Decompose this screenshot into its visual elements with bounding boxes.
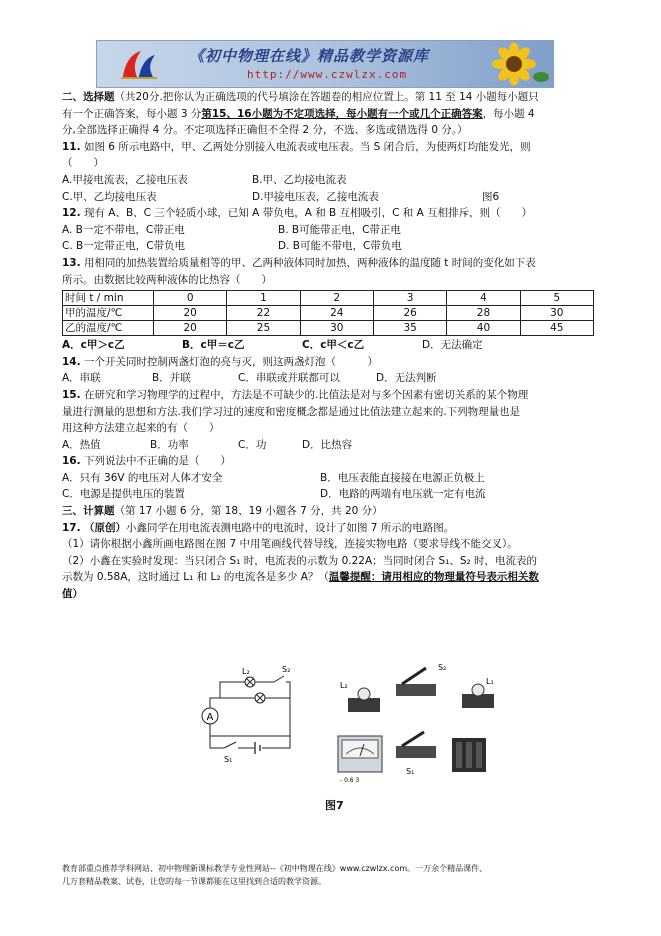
table-cell: 4 — [447, 291, 520, 306]
q14-options — [62, 370, 602, 387]
section3-intro: 三、计算题（第 17 小题 6 分，第 18、19 小题各 7 分，共 20 分） — [62, 505, 383, 518]
temperature-table — [62, 290, 594, 336]
figure-7-circuit — [190, 658, 520, 808]
table-cell: 25 — [227, 321, 300, 336]
section2-intro-line3: 分,全部选择正确得 4 分。不定项选择正确但不全得 2 分，不选、多选或错选得 0 分。） — [62, 124, 468, 137]
table-cell: 35 — [373, 321, 446, 336]
q13-option-a: A．c甲＞c乙 — [62, 339, 125, 352]
q12-option-d: D. B可能不带电，C带负电 — [278, 240, 402, 253]
sunflower-icon — [479, 43, 549, 85]
svg-text:L₂: L₂ — [340, 681, 348, 690]
q15-option-b: B．功率 — [150, 438, 189, 451]
q13-option-b: B．c甲＝c乙 — [182, 339, 245, 352]
q16-stem: 16. 下列说法中不正确的是（ ） — [62, 455, 231, 468]
q15-stem-line2: 量进行测量的思想和方法.我们学习过的速度和密度概念都是通过比值法建立起来的.下列物理量也是 — [62, 405, 521, 418]
svg-text:L₂: L₂ — [242, 667, 250, 676]
lamp-l1-symbol — [255, 693, 265, 703]
table-cell: 20 — [154, 321, 227, 336]
q12-option-a: A. B一定不带电，C带正电 — [62, 223, 185, 236]
q16-options-row1 — [62, 470, 602, 487]
table-cell: 1 — [227, 291, 300, 306]
q15-option-d: D．比热容 — [302, 438, 353, 451]
ammeter-symbol — [202, 708, 218, 724]
q12-options-row2 — [62, 238, 602, 255]
table-cell: 20 — [154, 306, 227, 321]
q12-option-b: B. B可能带正电，C带正电 — [278, 223, 401, 236]
site-logo-icon — [119, 47, 159, 81]
q11-options-row1 — [62, 172, 602, 189]
q11-options-row2 — [62, 189, 602, 206]
footer-line1: 教育部重点推荐学科网站、初中物理新课标教学专业性网站--《初中物理在线》www.czwlzx.com。一万余个精品课件、 — [62, 864, 488, 873]
q12-stem: 12. 现有 A、B、C 三个轻质小球，已知 A 带负电，A 和 B 互相吸引，C 和 A 互相排斥，则（ ） — [62, 207, 533, 220]
q13-option-d: D．无法确定 — [422, 339, 483, 352]
table-cell: 26 — [373, 306, 446, 321]
q15-stem-line3: 用这种方法建立起来的有（ ） — [62, 422, 220, 435]
page-footer — [62, 862, 622, 888]
table-cell: 22 — [227, 306, 300, 321]
svg-text:S₁: S₁ — [224, 755, 233, 764]
footer-line2: 几万套精品教案、试卷，让您的每一节课都能在这里找到合适的教学资源。 — [62, 877, 326, 886]
svg-text:A: A — [206, 712, 214, 723]
battery-apparatus — [452, 738, 486, 772]
q16-option-d: D．电路的两端有电压就一定有电流 — [320, 488, 486, 501]
q11-figure-ref: 图6 — [482, 190, 500, 203]
q14-option-a: A．串联 — [62, 372, 101, 385]
battery-symbol — [254, 742, 262, 754]
lamp-l2-symbol — [242, 667, 255, 687]
q13-stem-line2: 所示。由数据比较两种液体的比热容（ ） — [62, 273, 272, 286]
table-row — [63, 321, 594, 336]
table-cell: 45 — [520, 321, 593, 336]
q15-option-a: A．热值 — [62, 438, 101, 451]
multi-choice-note: 第15、16小题为不定项选择，每小题有一个或几个正确答案 — [201, 107, 483, 120]
table-row — [63, 291, 594, 306]
q17-part2-line2: 示数为 0.58A，这时通过 L₁ 和 L₂ 的电流各是多少 A？（温馨提醒：请用相应的物理量符号表示相关数 — [62, 571, 539, 584]
section2-intro-line1: 二、选择题（共20分.把你认为正确选项的代号填涂在答题卷的相应位置上。第 11 至 14 小题每小题只 — [62, 91, 539, 103]
table-header-cell: 甲的温度/℃ — [63, 306, 154, 321]
circuit-diagram — [210, 682, 290, 748]
table-cell: 5 — [520, 291, 593, 306]
q11-option-d: D.甲接电压表，乙接电流表 — [252, 190, 379, 203]
ammeter-apparatus — [338, 736, 382, 784]
table-cell: 30 — [300, 321, 373, 336]
q15-stem-line1: 15. 在研究和学习物理学的过程中，方法是不可缺少的.比值法是对与多个因素有密切关系的某个物理 — [62, 388, 529, 401]
q17-part2-line1: （2）小鑫在实验时发现：当只闭合 S₁ 时，电流表的示数为 0.22A；当同时闭合 S₁、S₂ 时，电流表的 — [62, 554, 538, 567]
table-row — [63, 306, 594, 321]
banner-title: 《初中物理在线》精品教学资源库 — [189, 47, 430, 65]
q14-option-b: B．并联 — [152, 372, 191, 385]
q12-options-row1 — [62, 222, 602, 239]
q16-option-b: B．电压表能直接接在电源正负极上 — [320, 471, 485, 484]
q13-stem-line1: 13. 用相同的加热装置给质量相等的甲、乙两种液体同时加热，两种液体的温度随 t 时间的变化如下表 — [62, 256, 536, 269]
q15-options — [62, 437, 602, 454]
q15-option-c: C．功 — [238, 438, 267, 451]
switch-s1-apparatus — [396, 732, 436, 776]
q13-option-c: C．c甲＜c乙 — [302, 339, 365, 352]
exam-content — [62, 89, 602, 603]
q14-option-d: D．无法判断 — [376, 372, 437, 385]
reminder-note: 温馨提醒：请用相应的物理量符号表示相关数 — [328, 571, 539, 584]
table-cell: 0 — [154, 291, 227, 306]
table-cell: 28 — [447, 306, 520, 321]
table-cell: 24 — [300, 306, 373, 321]
table-cell: 40 — [447, 321, 520, 336]
table-header-cell: 乙的温度/℃ — [63, 321, 154, 336]
q11-bracket: （ ） — [62, 157, 104, 170]
q13-options — [62, 337, 602, 354]
svg-text:L₁: L₁ — [486, 677, 494, 686]
figure-7-caption: 图7 — [325, 799, 344, 812]
q11-option-b: B.甲、乙均接电流表 — [252, 173, 347, 186]
section2-heading: 二、选择题 — [62, 91, 115, 103]
table-header-cell: 时间 t / min — [63, 291, 154, 306]
svg-text:S₂: S₂ — [438, 663, 447, 672]
switch-s1-symbol — [224, 742, 238, 764]
q11-option-c: C.甲、乙均接电压表 — [62, 190, 157, 203]
section3-heading: 三、计算题 — [62, 505, 115, 518]
table-cell: 3 — [373, 291, 446, 306]
table-cell: 2 — [300, 291, 373, 306]
lamp-l1-apparatus — [462, 677, 494, 708]
banner-url: http://www.czwlzx.com — [247, 68, 408, 81]
q17-stem: 17. （原创）小鑫同学在用电流表测电路中的电流时，设计了如图 7 所示的电路图。 — [62, 521, 455, 534]
q16-option-a: A．只有 36V 的电压对人体才安全 — [62, 471, 223, 484]
q12-option-c: C. B一定带正电，C带负电 — [62, 240, 186, 253]
q14-stem: 14. 一个开关同时控制两盏灯泡的亮与灭，则这两盏灯泡（ ） — [62, 355, 378, 368]
q11-option-a: A.甲接电流表，乙接电压表 — [62, 173, 188, 186]
q11-stem: 11. 如图 6 所示电路中，甲、乙两处分别接入电流表或电压表。当 S 闭合后，为使两灯均能发光，则 — [62, 140, 531, 153]
svg-text:S₂: S₂ — [282, 665, 291, 674]
site-banner — [96, 40, 554, 88]
section2-intro-line2: 有一个正确答案，每小题 3 分第15、16小题为不定项选择，每小题有一个或几个正确答案，每小题 4 — [62, 107, 535, 120]
q17-part1: （1）请你根据小鑫所画电路图在图 7 中用笔画线代替导线，连接实物电路（要求导线不能交叉）。 — [62, 538, 518, 551]
svg-text:- 0.6 3: - 0.6 3 — [340, 777, 360, 784]
q17-part2-line3: 值） — [62, 588, 83, 601]
lamp-l2-apparatus — [340, 681, 380, 712]
switch-s2-symbol — [274, 665, 290, 686]
q16-option-c: C．电源是提供电压的装置 — [62, 488, 185, 501]
q16-options-row2 — [62, 486, 602, 503]
table-cell: 30 — [520, 306, 593, 321]
q14-option-c: C．串联或并联都可以 — [238, 372, 340, 385]
switch-s2-apparatus — [396, 663, 446, 696]
svg-text:S₁: S₁ — [406, 767, 415, 776]
